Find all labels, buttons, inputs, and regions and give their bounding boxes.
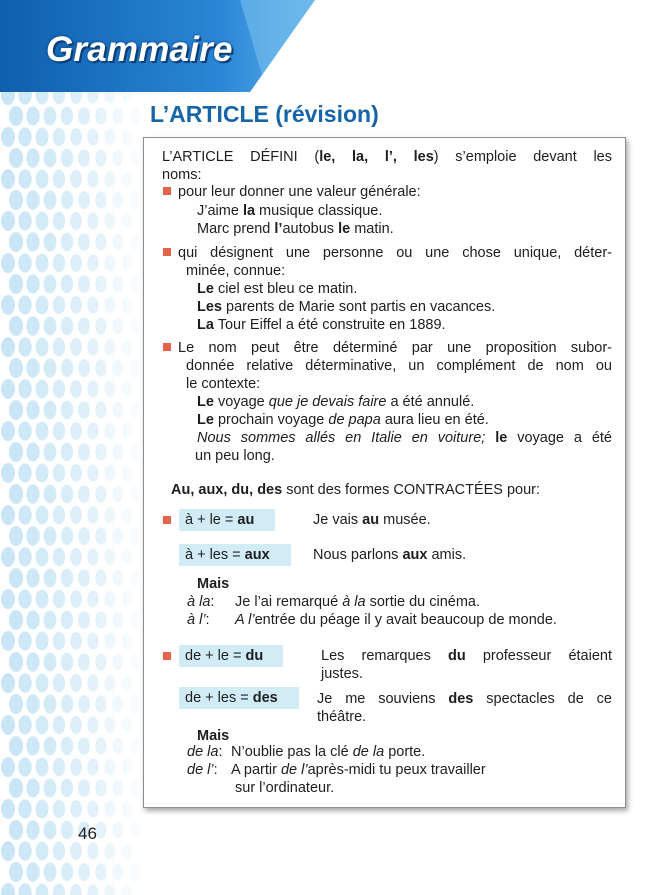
decor-dot: [44, 401, 57, 420]
decor-dot: [70, 674, 82, 692]
decor-dot: [1, 631, 15, 651]
decor-dot: [78, 107, 90, 125]
decor-dot: [44, 737, 57, 756]
example-line: Je vais au musée.: [313, 512, 431, 528]
decor-dot: [9, 694, 23, 714]
decor-dot: [36, 590, 49, 609]
decor-dot: [1, 673, 15, 693]
decor-dot: [26, 820, 39, 839]
decor-dot: [53, 800, 65, 818]
decor-dot: [36, 254, 49, 273]
example-line: Le prochain voyage de papa aura lieu en été.: [197, 412, 489, 428]
decor-dot: [78, 191, 90, 209]
decor-dot: [70, 128, 82, 146]
rule-1-text: pour leur donner une valeur générale:: [178, 184, 421, 200]
decor-dot: [26, 526, 39, 545]
decor-dot: [36, 548, 49, 567]
decor-dot: [26, 274, 39, 293]
decor-dot: [70, 506, 82, 524]
decor-dot: [70, 212, 82, 230]
decor-dot: [1, 547, 15, 567]
rule-3-line-2: donnée relative déterminative, un complément de nom ou: [186, 358, 612, 374]
decor-dot: [18, 463, 31, 482]
bullet-square-icon: [163, 343, 171, 351]
exception-example: N’oublie pas la clé de la porte.: [231, 744, 426, 760]
decor-dot: [26, 652, 39, 671]
decor-dot: [36, 464, 49, 483]
decor-dot: [36, 842, 49, 861]
decor-dot: [44, 149, 57, 168]
decor-dot: [18, 169, 31, 188]
decor-dot: [36, 212, 49, 231]
decor-dot: [1, 883, 15, 895]
decor-dot: [70, 884, 82, 895]
decor-dot: [36, 380, 49, 399]
decor-dot: [53, 842, 65, 860]
decor-dot: [18, 337, 31, 356]
decor-dot: [70, 758, 82, 776]
decor-dot: [18, 589, 31, 608]
decor-dot: [78, 863, 90, 881]
decor-dot: [70, 296, 82, 314]
decor-dot: [18, 883, 31, 895]
decor-dot: [78, 359, 90, 377]
exception-example: sur l’ordinateur.: [235, 780, 335, 796]
decor-dot: [78, 695, 90, 713]
decor-dot: [78, 485, 90, 503]
example-line: J’aime la musique classique.: [197, 203, 383, 219]
decor-dot: [1, 841, 15, 861]
decor-dot: [36, 128, 49, 147]
decor-dot: [61, 401, 73, 419]
decor-dot: [44, 359, 57, 378]
decor-dot: [1, 295, 15, 315]
contraction-tag-aux: à + les = aux: [179, 544, 291, 566]
decor-dot: [53, 716, 65, 734]
decor-dot: [18, 253, 31, 272]
example-line: Les parents de Marie sont partis en vacances.: [197, 299, 496, 315]
decor-dot: [53, 422, 65, 440]
example-line: Je me souviens des spectacles de ce: [317, 691, 612, 707]
decor-dot: [9, 274, 23, 294]
exception-example: Je l’ai remarqué à la sortie du cinéma.: [235, 594, 481, 610]
decor-dot: [36, 506, 49, 525]
decor-dot: [9, 106, 23, 126]
rule-2-line-2: minée, connue:: [186, 263, 286, 279]
mais-heading: Mais: [197, 576, 230, 592]
decor-dot: [53, 506, 65, 524]
decor-dot: [36, 422, 49, 441]
decor-dot: [18, 841, 31, 860]
decor-dot: [1, 757, 15, 777]
decor-dot: [78, 149, 90, 167]
decor-dot: [18, 505, 31, 524]
decor-dot: [18, 211, 31, 230]
decor-dot: [1, 715, 15, 735]
decor-dot: [53, 590, 65, 608]
decor-dot: [26, 862, 39, 881]
decor-dot: [44, 611, 57, 630]
contracted-intro: Au, aux, du, des sont des formes CONTRACTÉES pour:: [171, 482, 541, 498]
decor-dot: [70, 548, 82, 566]
decor-dot: [78, 653, 90, 671]
contraction-tag-des: de + les = des: [179, 687, 299, 709]
decor-dot: [44, 485, 57, 504]
decor-dot: [78, 275, 90, 293]
decor-dot: [9, 484, 23, 504]
decor-dot: [61, 359, 73, 377]
decor-dot: [78, 737, 90, 755]
decor-dot: [9, 442, 23, 462]
decor-dot: [18, 631, 31, 650]
contraction-tag-au: à + le = au: [179, 509, 275, 531]
decor-dot: [78, 317, 90, 335]
decor-dot: [44, 821, 57, 840]
decor-dot: [53, 464, 65, 482]
decor-dot: [61, 275, 73, 293]
decor-dot: [53, 170, 65, 188]
exception-line: à la:: [187, 594, 215, 610]
decor-dot: [61, 863, 73, 881]
decor-dot: [53, 674, 65, 692]
decor-dot: [44, 275, 57, 294]
example-line: Le ciel est bleu ce matin.: [197, 281, 358, 297]
bullet-square-icon: [163, 652, 171, 660]
decor-dot: [53, 212, 65, 230]
decor-dot: [78, 443, 90, 461]
decor-dot: [1, 169, 15, 189]
exception-line: de l’:: [187, 762, 218, 778]
exception-line: à l’:: [187, 612, 210, 628]
decor-dot: [1, 421, 15, 441]
decor-dot: [70, 842, 82, 860]
decor-dot: [26, 610, 39, 629]
decor-dot: [26, 400, 39, 419]
decor-dot: [1, 505, 15, 525]
decor-dot: [1, 127, 15, 147]
decor-dot: [9, 526, 23, 546]
decor-dot: [9, 652, 23, 672]
example-line: Marc prend l’autobus le matin.: [197, 221, 394, 237]
decor-dot: [9, 862, 23, 882]
decor-dot: [36, 674, 49, 693]
rule-3-line-1: Le nom peut être déterminé par une proposition subor-: [178, 340, 612, 356]
decor-dot: [53, 380, 65, 398]
decor-dot: [9, 568, 23, 588]
decor-dot: [44, 233, 57, 252]
decor-dot: [26, 316, 39, 335]
decor-dot: [53, 758, 65, 776]
page-number: 46: [78, 824, 97, 843]
decor-dot: [36, 800, 49, 819]
decor-dot: [44, 569, 57, 588]
decor-dot: [61, 233, 73, 251]
decor-dot: [26, 148, 39, 167]
decor-dot: [44, 653, 57, 672]
decor-dot: [1, 463, 15, 483]
exception-line: de la:: [187, 744, 223, 760]
decor-dot: [1, 379, 15, 399]
decor-dot: [44, 107, 57, 126]
decor-dot: [1, 337, 15, 357]
decor-dot: [53, 338, 65, 356]
decor-dot: [70, 632, 82, 650]
decor-dot: [61, 737, 73, 755]
decor-dot: [61, 191, 73, 209]
decor-dot: [36, 170, 49, 189]
decor-dot: [61, 317, 73, 335]
decor-dot: [61, 527, 73, 545]
decor-dot: [78, 401, 90, 419]
decor-dot: [26, 232, 39, 251]
decor-dot: [9, 736, 23, 756]
decor-dot: [61, 149, 73, 167]
decor-dot: [36, 716, 49, 735]
decor-dot: [26, 778, 39, 797]
decor-dot: [53, 254, 65, 272]
decor-dot: [44, 191, 57, 210]
decor-dot: [61, 695, 73, 713]
decor-dot: [36, 338, 49, 357]
decor-dot: [61, 653, 73, 671]
contraction-tag-du: de + le = du: [179, 645, 283, 667]
example-line: Les remarques du professeur étaient: [321, 648, 612, 664]
decor-dot: [44, 863, 57, 882]
decor-dot: [1, 589, 15, 609]
decor-dot: [9, 610, 23, 630]
decor-dot: [44, 779, 57, 798]
decor-dot: [26, 736, 39, 755]
decor-dot: [18, 673, 31, 692]
decor-dot: [53, 548, 65, 566]
decor-dot: [70, 716, 82, 734]
decor-dot: [9, 358, 23, 378]
decor-dot: [61, 821, 73, 839]
decor-dot: [70, 422, 82, 440]
decor-dot: [18, 127, 31, 146]
decor-dot: [44, 443, 57, 462]
section-title: L’ARTICLE (révision): [150, 101, 379, 127]
decor-dot: [78, 779, 90, 797]
chapter-title: Grammaire: [46, 30, 233, 69]
example-line: un peu long.: [195, 448, 275, 464]
decor-dot: [18, 715, 31, 734]
decor-dot: [70, 380, 82, 398]
decor-dot: [9, 190, 23, 210]
decor-dot: [1, 211, 15, 231]
intro-line-2: noms:: [162, 167, 202, 183]
decor-dot: [1, 799, 15, 819]
decor-dot: [61, 485, 73, 503]
decor-dot: [26, 442, 39, 461]
decor-dot: [9, 316, 23, 336]
decor-dot: [26, 358, 39, 377]
decor-dot: [70, 590, 82, 608]
decor-dot: [70, 170, 82, 188]
example-line: théâtre.: [317, 709, 367, 725]
decor-dot: [53, 632, 65, 650]
decor-dot: [26, 484, 39, 503]
decor-dot: [44, 317, 57, 336]
decor-dot: [36, 296, 49, 315]
decor-dot: [44, 695, 57, 714]
decor-dot: [9, 400, 23, 420]
decor-dot: [70, 464, 82, 482]
decor-dot: [9, 232, 23, 252]
decor-dot: [18, 757, 31, 776]
decor-dot: [70, 254, 82, 272]
example-line: justes.: [321, 666, 363, 682]
decor-dot: [18, 379, 31, 398]
rule-2-line-1: qui désignent une personne ou une chose unique, déter-: [178, 245, 612, 261]
exception-example: A partir de l’après-midi tu peux travailler: [231, 762, 486, 778]
decor-dot: [36, 632, 49, 651]
rule-3-line-3: le contexte:: [186, 376, 261, 392]
decor-dot: [61, 569, 73, 587]
decor-dot: [18, 547, 31, 566]
example-line: Nous sommes allés en Italie en voiture; le voyage a été: [197, 430, 612, 446]
decor-dot: [53, 128, 65, 146]
decor-dot: [61, 779, 73, 797]
decor-dot: [26, 568, 39, 587]
decor-dot: [78, 233, 90, 251]
decor-dot: [18, 295, 31, 314]
decor-dot: [78, 611, 90, 629]
decor-dot: [70, 800, 82, 818]
decor-dot: [1, 253, 15, 273]
decor-dot: [53, 884, 65, 895]
decor-dot: [9, 820, 23, 840]
decor-dot: [36, 758, 49, 777]
decor-dot: [18, 421, 31, 440]
decor-dot: [26, 694, 39, 713]
decor-dot: [26, 106, 39, 125]
decor-dot: [36, 884, 49, 895]
intro-line-1: L’ARTICLE DÉFINI (le, la, l’, les) s’emploie devant les: [162, 149, 612, 165]
decor-dot: [18, 799, 31, 818]
example-line: La Tour Eiffel a été construite en 1889.: [197, 317, 446, 333]
exception-example: A l’entrée du péage il y avait beaucoup de monde.: [235, 612, 557, 628]
decor-dot: [61, 443, 73, 461]
decor-dot: [26, 190, 39, 209]
decor-dot: [70, 338, 82, 356]
decor-dot: [78, 569, 90, 587]
decor-dot: [53, 296, 65, 314]
example-line: Nous parlons aux amis.: [313, 547, 467, 563]
decor-dot: [61, 611, 73, 629]
decor-dot: [44, 527, 57, 546]
decor-dot: [9, 148, 23, 168]
decor-dot: [9, 778, 23, 798]
decor-dot: [78, 527, 90, 545]
bullet-square-icon: [163, 248, 171, 256]
grammar-box: [143, 137, 626, 808]
bullet-square-icon: [163, 516, 171, 524]
decor-dot: [61, 107, 73, 125]
bullet-square-icon: [163, 187, 171, 195]
mais-heading: Mais: [197, 728, 230, 744]
example-line: Le voyage que je devais faire a été annulé.: [197, 394, 475, 410]
